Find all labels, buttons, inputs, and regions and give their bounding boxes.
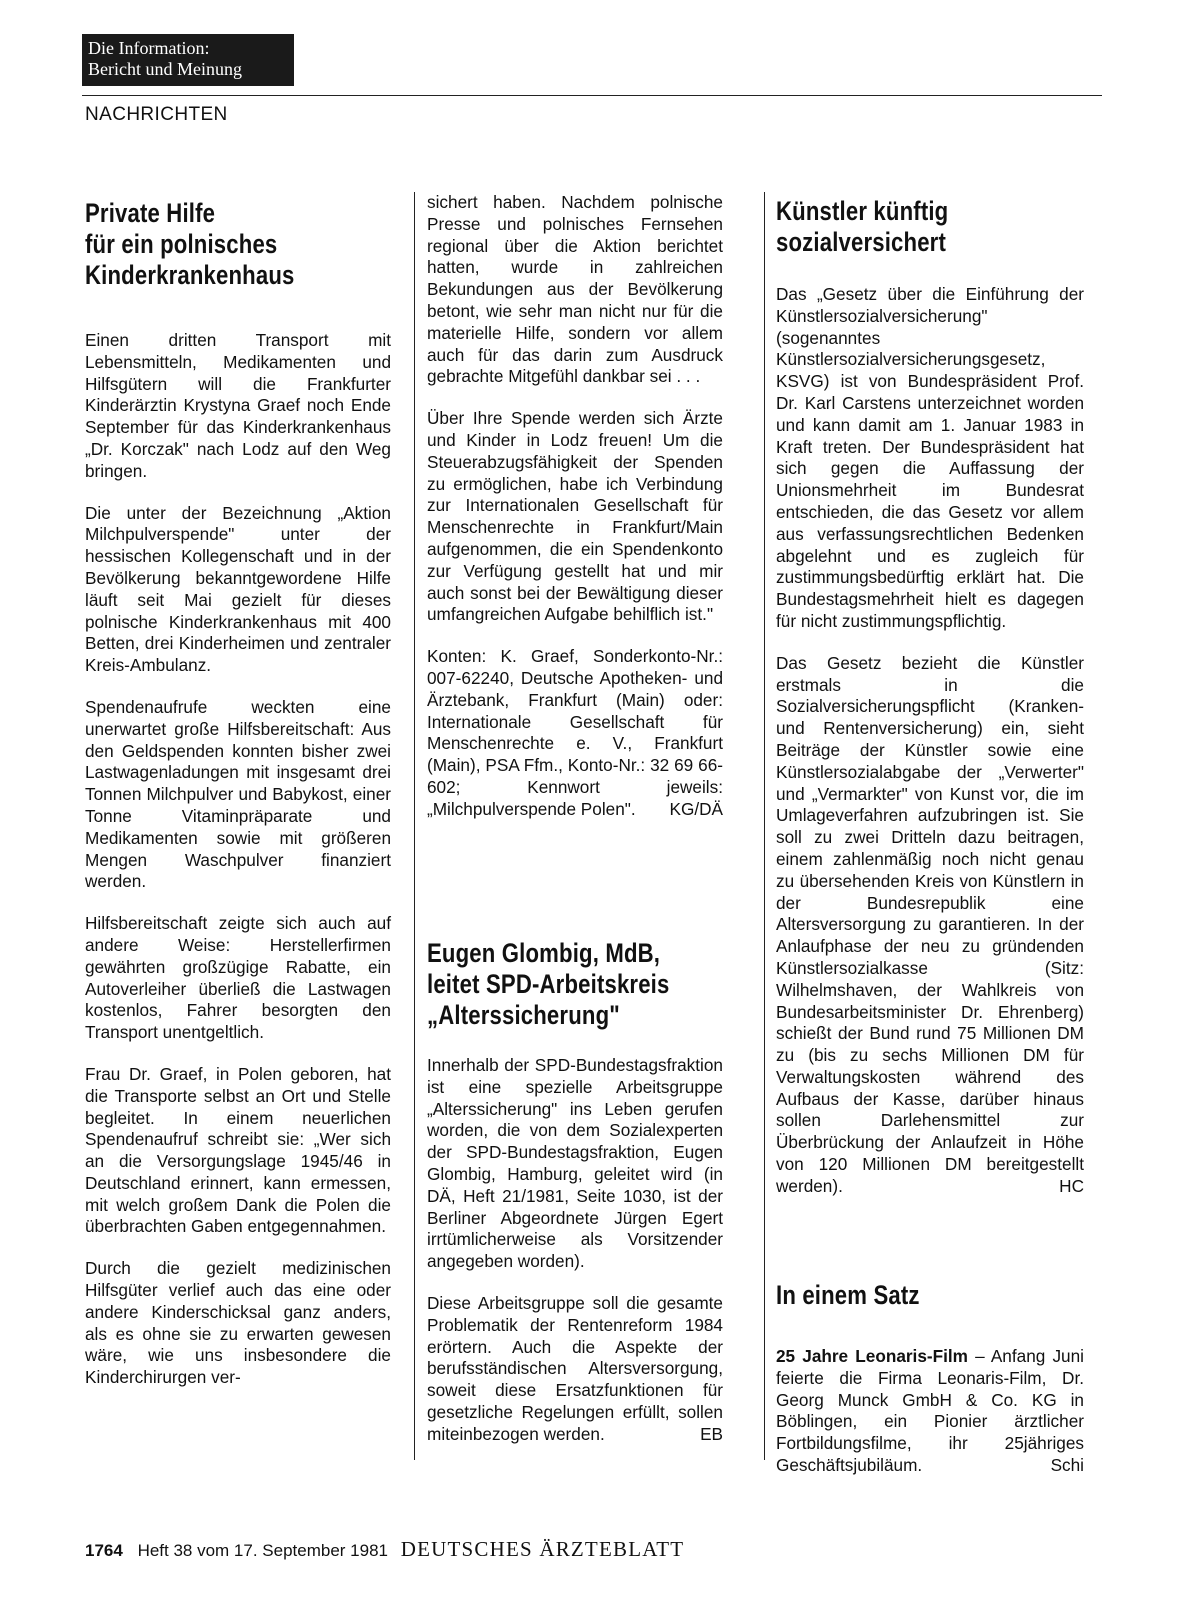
column-divider-1 xyxy=(414,192,415,1460)
article3-paragraph-text: Das Gesetz bezieht die Künstler erstmals in die Sozialversicherungspflicht (Kranken- und Rentenversicherung) ein, sieht Beiträge der Künstler sowie eine Künstlersozialabgabe der „Verwerter" und „Vermarkter" von Kunst vor, die im Umlageverfahren aufzubringen ist. Sie soll zu zwei Dritteln dazu beitragen, einem zahlenmäßig noch nicht genau zu übersehenden Kreis von Künstlern in der Bundesrepublik eine Altersversorgung zu garantieren. In der Anlaufphase der neu zu gründenden Künstlersozialkasse (Sitz: Wilhelmshaven, der Wahlkreis von Bundesarbeitsminister Dr. Ehrenberg) schießt der Bund rund 75 Millionen DM zu (bis zu sechs Millionen DM für Verwaltungskosten während des Aufbaus der Kasse, darüber hinaus sollen Darlehensmittel zur Überbrückung der Anlaufzeit in Höhe von 120 Millionen DM bereitgestellt werden). xyxy=(776,652,1084,1196)
article3-paragraph: Das „Gesetz über die Einführung der Künstlersozialversicherung" (sogenanntes Künstlersozialversicherungsgesetz, KSVG) ist von Bundespräsident Prof. Dr. Karl Carstens unterzeichnet worden und kann damit am 1. Januar 1983 in Kraft treten. Der Bundespräsident hat sich gegen die Auffassung der Unionsmehrheit im Bundesrat entschieden, die das Gesetz vor allem aus verfassungsrechtlichen Bedenken abgelehnt und es zugleich für zustimmungsbedürftig erklärt hat. Die Bundestagsmehrheit hielt es dagegen für nicht zustimmungspflichtig. xyxy=(776,284,1084,631)
article2-headline xyxy=(427,938,723,1031)
article4-paragraph xyxy=(776,1346,1084,1477)
section-label: NACHRICHTEN xyxy=(85,104,228,125)
article1-paragraph: sichert haben. Nachdem polnische Presse und polnisches Fernsehen regional über die Aktion berichtet hatten, wurde in zahlreichen Bekundungen aus der Bevölkerung betont, wie sehr man nicht nur für die materielle Hilfe, sondern vor allem auch für das darin zum Ausdruck gebrachte Mitgefühl dankbar sei . . . xyxy=(427,192,723,387)
article2-title-line: Eugen Glombig, MdB, xyxy=(427,938,661,968)
article2-paragraph-text: Diese Arbeitsgruppe soll die gesamte Problematik der Rentenreform 1984 erörtern. Auch die Aspekte der berufsständischen Altersversorgung, soweit diese Ersatzfunktionen für gesetzliche Regelungen erfüllt, sollen miteinbezogen werden. xyxy=(427,1292,723,1444)
article2-body xyxy=(427,1055,723,1446)
article3-title-line: sozialversichert xyxy=(776,227,946,257)
article4-title: In einem Satz xyxy=(776,1280,920,1310)
article2-title-line: „Alterssicherung" xyxy=(427,1000,620,1030)
article4-body xyxy=(776,1346,1084,1477)
article1-paragraph: Hilfsbereitschaft zeigte sich auch auf andere Weise: Herstellerfirmen gewährten großzügige Rabatte, ein Autoverleiher überließ die Lastwagen kostenlos, Fahrer besorgten den Transport unentgeltlich. xyxy=(85,913,391,1043)
article4-signature: Schi xyxy=(1050,1454,1084,1475)
article1-title-line: Private Hilfe xyxy=(85,198,216,228)
article3-headline xyxy=(776,196,986,258)
issue-info: Heft 38 vom 17. September 1981 xyxy=(137,1541,388,1560)
article1-title-line: Kinderkrankenhaus xyxy=(85,260,295,290)
magazine-name: DEUTSCHES ÄRZTEBLATT xyxy=(400,1537,685,1561)
rubric-line-2: Bericht und Meinung xyxy=(88,59,242,79)
article4-text: – Anfang Juni feierte die Firma Leonaris-Film, Dr. Georg Munck GmbH & Co. KG in Böblingen, ein Pionier ärztlicher Fortbildungsfilme, ihr 25jähriges Geschäftsjubiläum. xyxy=(776,1346,1084,1475)
rubric-line-1: Die Information: xyxy=(88,38,210,58)
rubric-box xyxy=(82,34,294,86)
header-rule xyxy=(82,95,1102,96)
article4-lead: 25 Jahre Leonaris-Film xyxy=(776,1346,968,1366)
article2-paragraph xyxy=(427,1293,723,1446)
article3-paragraph xyxy=(776,653,1084,1198)
article1-accounts: Konten: K. Graef, Sonderkonto-Nr.: 007-62240, Deutsche Apotheken- und Ärztebank, Frankfurt (Main) oder: Internationale Gesellschaft für Menschenrechte e. V., Frankfurt (Main), PSA Ffm., Konto-Nr.: 32 69 66-602; Kennwort jeweils: „Milchpulverspende Polen". xyxy=(427,646,723,819)
article3-body xyxy=(776,284,1084,1198)
article1-signature: KG/DÄ xyxy=(669,798,723,819)
article1-title-line: für ein polnisches xyxy=(85,229,278,259)
article1-headline xyxy=(85,198,340,291)
page-number: 1764 xyxy=(85,1541,123,1560)
column-divider-2 xyxy=(764,192,765,1460)
article2-title-line: leitet SPD-Arbeitskreis xyxy=(427,969,670,999)
article1-paragraph: Spendenaufrufe weckten eine unerwartet große Hilfsbereitschaft: Aus den Geldspenden konnten bisher zwei Lastwagenladungen mit insgesamt drei Tonnen Milchpulver und Babykost, einer Tonne Vitaminpräparate und Medikamenten sowie mit größeren Mengen Waschpulver finanziert werden. xyxy=(85,696,391,892)
page-footer xyxy=(85,1537,684,1562)
article1-paragraph: Über Ihre Spende werden sich Ärzte und Kinder in Lodz freuen! Um die Steuerabzugsfähigkeit der Spenden zu ermöglichen, habe ich Verbindung zur Internationalen Gesellschaft für Menschenrechte in Frankfurt/Main aufgenommen, die ein Spendenkonto zur Verfügung gestellt hat und mir auch sonst bei der Bewältigung dieser umfangreichen Aufgabe behilflich ist." xyxy=(427,408,723,625)
article1-paragraph: Die unter der Bezeichnung „Aktion Milchpulverspende" unter der hessischen Kollegenschaft und in der Bevölkerung bekanntgewordene Hilfe läuft seit Mai gezielt für dieses polnische Kinderkrankenhaus mit 400 Betten, drei Kinderheimen und zentraler Kreis-Ambulanz. xyxy=(85,502,391,676)
article1-paragraph xyxy=(427,646,723,820)
article1-paragraph: Frau Dr. Graef, in Polen geboren, hat die Transporte selbst an Ort und Stelle begleitet. In einem neuerlichen Spendenaufruf schreibt sie: „Wer sich an die Versorgungslage 1945/46 in Deutschland erinnert, kann ermessen, mit welch großem Dank die Polen die überbrachten Gaben entgegennahmen. xyxy=(85,1063,391,1237)
article2-paragraph: Innerhalb der SPD-Bundestagsfraktion ist eine spezielle Arbeitsgruppe „Alterssicherung" ins Leben gerufen worden, die von dem Sozialexperten der SPD-Bundestagsfraktion, Eugen Glombig, Hamburg, geleitet wird (in DÄ, Heft 21/1981, Seite 1030, ist der Berliner Abgeordnete Jürgen Egert irrtümlicherweise als Vorsitzender angegeben worden). xyxy=(427,1055,723,1272)
article1-continuation xyxy=(427,192,723,821)
article2-signature: EB xyxy=(700,1423,723,1444)
article1-body xyxy=(85,330,391,1409)
article1-paragraph: Einen dritten Transport mit Lebensmitteln, Medikamenten und Hilfsgütern will die Frankfurter Kinderärztin Krystyna Graef noch Ende September für das Kinderkrankenhaus „Dr. Korczak" nach Lodz auf den Weg bringen. xyxy=(85,330,391,481)
article3-signature: HC xyxy=(1059,1175,1084,1196)
article3-title-line: Künstler künftig xyxy=(776,196,949,226)
article1-paragraph: Durch die gezielt medizinischen Hilfsgüter verlief auch das eine oder andere Kinderschicksal ganz anders, als es ohne sie zu erwarten gewesen wäre, wie uns insbesondere die Kinderchirurgen ver- xyxy=(85,1258,391,1388)
article4-headline xyxy=(776,1280,951,1311)
